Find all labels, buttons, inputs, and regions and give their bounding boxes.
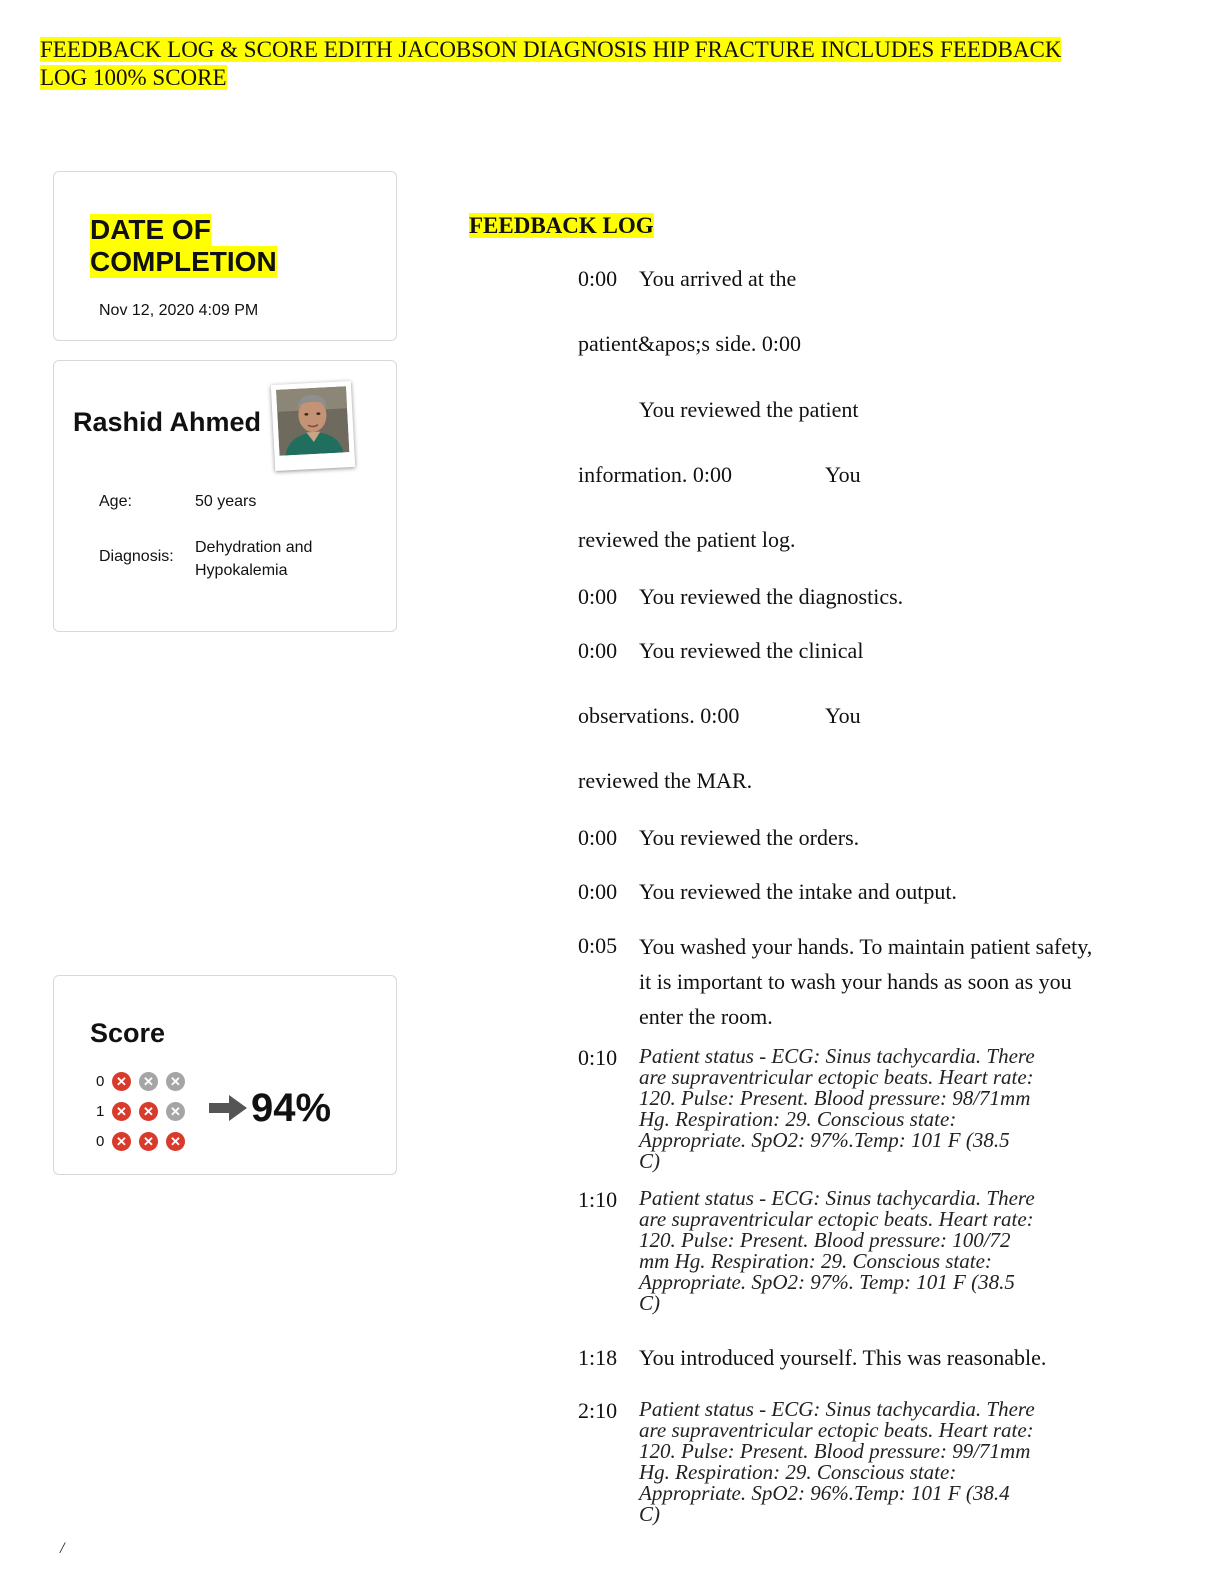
status-line: Hg. Respiration: 29. Conscious state: bbox=[639, 1107, 957, 1131]
log-entry: You reviewed the clinical bbox=[639, 638, 864, 663]
feedback-log-heading bbox=[469, 213, 654, 239]
status-line: 120. Pulse: Present. Blood pressure: 99/71mm bbox=[639, 1439, 1031, 1463]
error-mark-icon: ✕ bbox=[139, 1102, 158, 1121]
page-title-line-2: LOG 100% SCORE bbox=[40, 65, 227, 90]
log-entry: You reviewed the diagnostics. bbox=[639, 584, 904, 609]
patient-status-entry bbox=[639, 1188, 1119, 1314]
patient-status-entry bbox=[639, 1046, 1119, 1172]
error-mark-icon: ✕ bbox=[112, 1132, 131, 1151]
log-time: 1:10 bbox=[578, 1187, 618, 1212]
arrow-right-icon bbox=[209, 1094, 249, 1122]
error-mark-icon: ✕ bbox=[112, 1102, 131, 1121]
status-line: 120. Pulse: Present. Blood pressure: 98/71mm bbox=[639, 1086, 1031, 1110]
score-heading: Score bbox=[90, 1018, 166, 1048]
age-value: 50 years bbox=[195, 493, 257, 510]
error-mark-icon: ✕ bbox=[139, 1132, 158, 1151]
score-row-count: 1 bbox=[96, 1102, 105, 1120]
log-entry: You washed your hands. To maintain patient safety, it is important to wash your hands as soon as you enter the room. bbox=[639, 934, 1093, 1029]
status-line: Appropriate. SpO2: 96%.Temp: 101 F (38.4 bbox=[639, 1481, 1010, 1505]
completion-heading bbox=[90, 214, 277, 278]
score-percent: 94% bbox=[251, 1086, 332, 1130]
log-time: 0:00 bbox=[578, 638, 618, 663]
status-line: C) bbox=[639, 1502, 660, 1526]
age-label: Age: bbox=[99, 493, 132, 510]
status-line: mm Hg. Respiration: 29. Conscious state: bbox=[639, 1249, 992, 1273]
status-line: are supraventricular ectopic beats. Heart rate: bbox=[639, 1065, 1034, 1089]
patient-card bbox=[53, 360, 397, 632]
status-line: 120. Pulse: Present. Blood pressure: 100/72 bbox=[639, 1228, 1011, 1252]
score-row bbox=[96, 1096, 193, 1126]
completion-heading-line-1: DATE OF bbox=[90, 214, 211, 245]
log-entry: You reviewed the intake and output. bbox=[639, 879, 957, 904]
inactive-mark-icon: ✕ bbox=[139, 1072, 158, 1091]
inactive-mark-icon: ✕ bbox=[166, 1102, 185, 1121]
status-line: Appropriate. SpO2: 97%.Temp: 101 F (38.5 bbox=[639, 1128, 1010, 1152]
status-line: Hg. Respiration: 29. Conscious state: bbox=[639, 1460, 957, 1484]
log-time: 0:00 bbox=[578, 266, 618, 291]
diagnosis-label: Diagnosis: bbox=[99, 548, 174, 565]
score-row-count: 0 bbox=[96, 1132, 105, 1150]
patient-status-entry bbox=[639, 1399, 1119, 1525]
score-row bbox=[96, 1066, 193, 1096]
status-line: Appropriate. SpO2: 97%. Temp: 101 F (38.5 bbox=[639, 1270, 1015, 1294]
score-row-count: 0 bbox=[96, 1072, 105, 1090]
score-card bbox=[53, 975, 397, 1175]
log-entry: You arrived at the bbox=[639, 266, 797, 291]
log-entry: You bbox=[825, 703, 861, 728]
log-entry: information. 0:00 bbox=[578, 462, 732, 487]
status-line: C) bbox=[639, 1291, 660, 1315]
log-time: 1:18 bbox=[578, 1345, 618, 1370]
log-entry: You bbox=[825, 462, 861, 487]
status-line: Patient status - ECG: Sinus tachycardia. There bbox=[639, 1044, 1035, 1068]
page-title-line-1: FEEDBACK LOG & SCORE EDITH JACOBSON DIAGNOSIS HIP FRACTURE INCLUDES FEEDBACK bbox=[40, 37, 1062, 62]
page-title bbox=[40, 36, 1160, 92]
log-time: 0:05 bbox=[578, 933, 618, 958]
log-entry: reviewed the patient log. bbox=[578, 527, 796, 552]
status-line: are supraventricular ectopic beats. Heart rate: bbox=[639, 1207, 1034, 1231]
error-mark-icon: ✕ bbox=[112, 1072, 131, 1091]
diagnosis-line-2: Hypokalemia bbox=[195, 562, 288, 579]
log-entry: reviewed the MAR. bbox=[578, 768, 753, 793]
log-entry: You reviewed the orders. bbox=[639, 825, 860, 850]
log-entry: patient&apos;s side. 0:00 bbox=[578, 331, 802, 356]
log-time: 0:00 bbox=[578, 584, 618, 609]
score-row bbox=[96, 1126, 193, 1156]
inactive-mark-icon: ✕ bbox=[166, 1072, 185, 1091]
log-time: 2:10 bbox=[578, 1398, 618, 1423]
status-line: Patient status - ECG: Sinus tachycardia. There bbox=[639, 1186, 1035, 1210]
patient-photo bbox=[271, 381, 355, 471]
log-time: 0:10 bbox=[578, 1045, 618, 1070]
completion-heading-line-2: COMPLETION bbox=[90, 246, 277, 277]
log-entry: You introduced yourself. This was reasonable. bbox=[639, 1345, 1047, 1370]
completion-date: Nov 12, 2020 4:09 PM bbox=[99, 302, 259, 319]
error-mark-icon: ✕ bbox=[166, 1132, 185, 1151]
footer-mark: / bbox=[60, 1540, 65, 1557]
feedback-log-heading-text: FEEDBACK LOG bbox=[469, 213, 654, 238]
diagnosis-line-1: Dehydration and bbox=[195, 539, 313, 556]
log-time: 0:00 bbox=[578, 879, 618, 904]
status-line: C) bbox=[639, 1149, 660, 1173]
log-time: 0:00 bbox=[578, 825, 618, 850]
status-line: are supraventricular ectopic beats. Heart rate: bbox=[639, 1418, 1034, 1442]
log-entry: observations. 0:00 bbox=[578, 703, 740, 728]
patient-name: Rashid Ahmed bbox=[73, 407, 262, 437]
score-rows bbox=[96, 1066, 193, 1156]
log-entry: You reviewed the patient bbox=[639, 397, 859, 422]
status-line: Patient status - ECG: Sinus tachycardia. There bbox=[639, 1397, 1035, 1421]
patient-portrait-icon bbox=[276, 386, 349, 456]
completion-card bbox=[53, 171, 397, 341]
diagnosis-value bbox=[195, 536, 345, 582]
patient-age-row bbox=[99, 493, 256, 511]
